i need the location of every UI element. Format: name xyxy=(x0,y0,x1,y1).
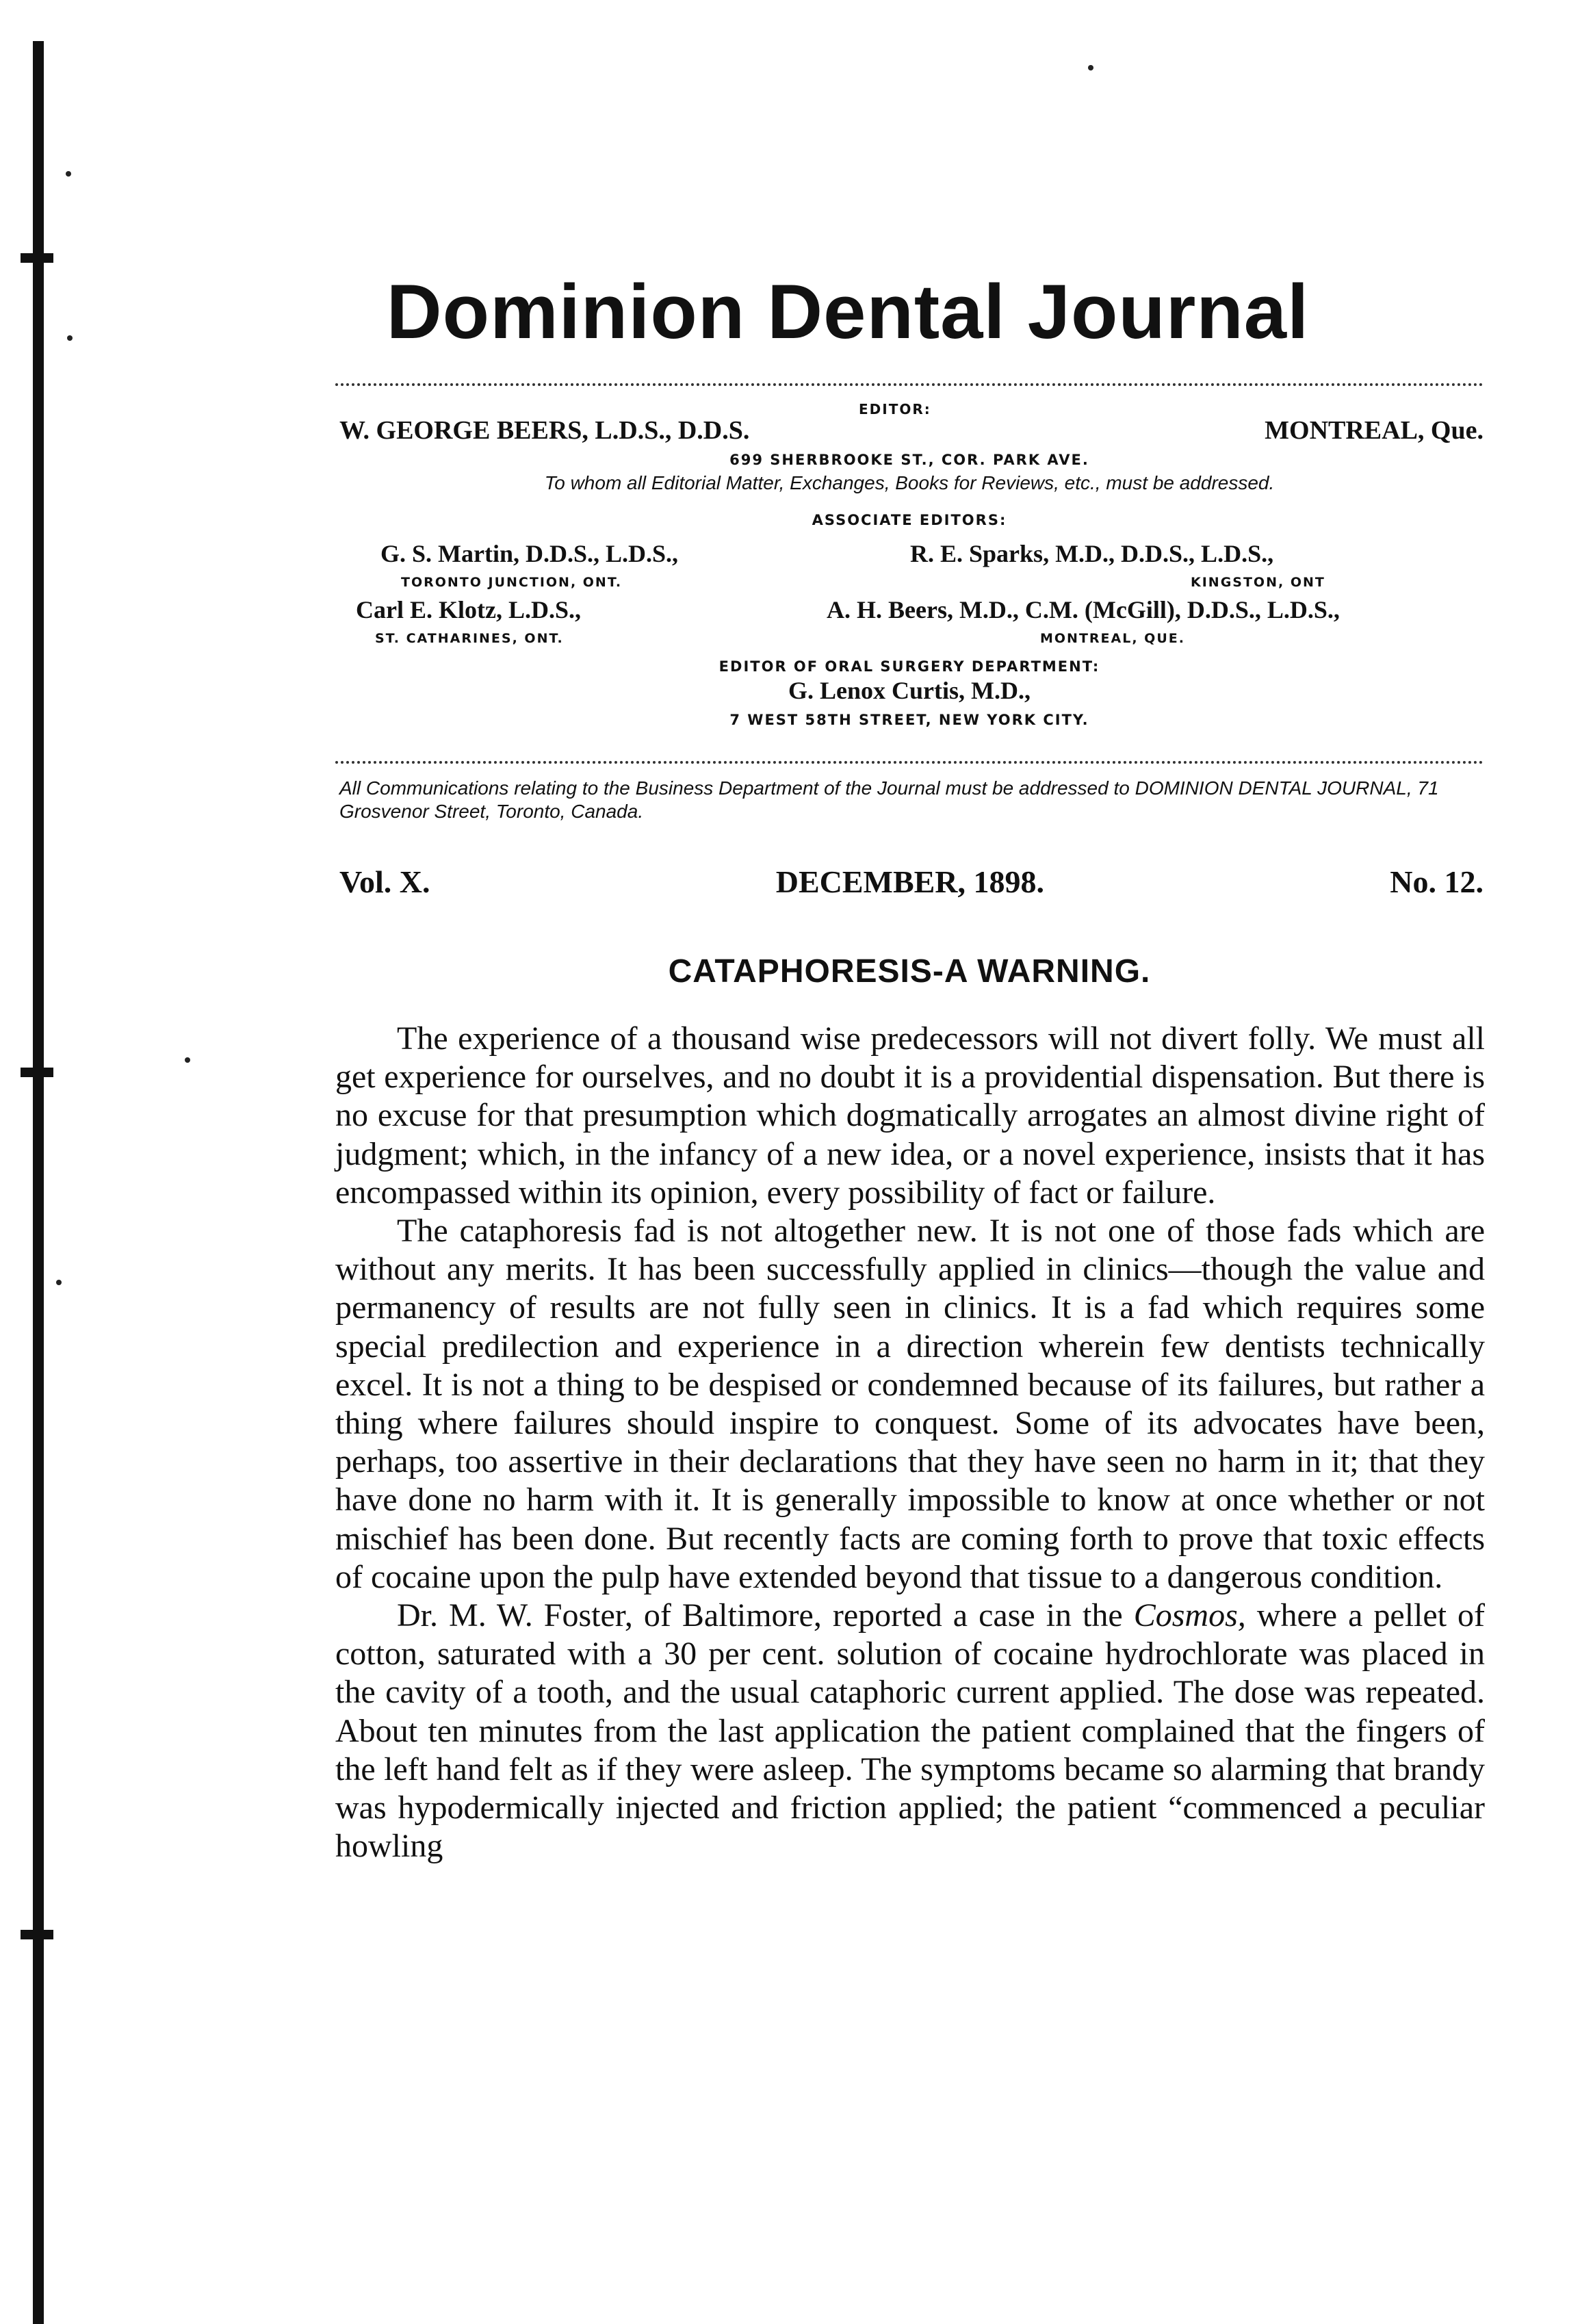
editor-line xyxy=(339,415,1484,446)
article-title: CATAPHORESIS-A WARNING. xyxy=(668,953,1151,990)
editor-name: W. GEORGE BEERS, L.D.S., D.D.S. xyxy=(339,416,750,445)
scan-speck xyxy=(66,171,71,177)
paragraph: The experience of a thousand wise predecessors will not divert folly. We must all get experience for ourselves, and no doubt it is a providential dispensation. But there is no excuse for that presumption which dogmatically arrogates an almost divine right of judgment; which, in the infancy of a new idea, or a novel experience, insists that it has encompassed within its opinion, every possibility of fact or failure. xyxy=(335,1020,1485,1211)
binding-mark xyxy=(21,1930,53,1939)
journal-reference: Cosmos, xyxy=(1133,1597,1246,1634)
oral-surgery-label: EDITOR OF ORAL SURGERY DEPARTMENT: xyxy=(718,658,1100,675)
masthead-rule xyxy=(335,383,1484,386)
binding-mark xyxy=(21,253,53,263)
issue-line xyxy=(339,864,1484,900)
associate-editors-label: ASSOCIATE EDITORS: xyxy=(812,512,1007,528)
masthead-rule xyxy=(335,761,1484,764)
paragraph: The cataphoresis fad is not altogether new. It is not one of those fads which are without any merits. It has been successfully applied in clinics—though the value and permanency of results are not fully seen in clinics. It is a fad which requires some special predilection and experience in a direction wherein few dentists technically excel. It is not a thing to be despised or condemned because of its failures, but rather a thing where failures should inspire to conquest. Some of its advocates have been, perhaps, too assertive in their declarations that they have seen no harm in it; that they have done no harm with it. It is generally impossible to know at once whether or not mischief has been done. But recently facts are coming forth to prove that toxic effects of cocaine upon the pulp have extended beyond that tissue to a dangerous condition. xyxy=(335,1213,1485,1595)
associate-place: TORONTO JUNCTION, ONT. xyxy=(401,575,623,590)
issue-number: No. 12. xyxy=(1390,864,1484,899)
binding-edge-line xyxy=(33,41,44,2324)
volume: Vol. X. xyxy=(339,864,430,899)
editor-city: MONTREAL, Que. xyxy=(1265,416,1484,445)
scan-speck xyxy=(1088,65,1093,70)
binding-mark xyxy=(21,1068,53,1077)
associate-name: Carl E. Klotz, L.D.S., xyxy=(356,596,581,623)
paragraph xyxy=(335,1597,1485,1865)
editorial-note: To whom all Editorial Matter, Exchanges, Books for Reviews, etc., must be addressed. xyxy=(544,472,1275,493)
editor-label: EDITOR: xyxy=(859,401,931,417)
issue-date: DECEMBER, 1898. xyxy=(775,864,1045,899)
paragraph-text: where a pellet of cotton, saturated with a 30 per cent. solution of cocaine hydrochlorate was placed in the cavity of a tooth, and the usual cataphoric current applied. The dose was repeated. About ten minutes from the last application the patient complained that the fingers of the left hand felt as if they were asleep. The symptoms became so alarming that brandy was hypodermically injected and friction applied; the patient “commenced a peculiar howling xyxy=(335,1597,1486,1865)
associate-name: A. H. Beers, M.D., C.M. (McGill), D.D.S., L.D.S., xyxy=(827,596,1340,623)
associate-place: ST. CATHARINES, ONT. xyxy=(375,631,564,646)
associate-name: R. E. Sparks, M.D., D.D.S., L.D.S., xyxy=(910,540,1274,567)
paragraph-text: Dr. M. W. Foster, of Baltimore, reported a case in the xyxy=(397,1597,1123,1634)
associate-place: MONTREAL, QUE. xyxy=(1040,631,1185,646)
associate-name: G. S. Martin, D.D.S., L.D.S., xyxy=(380,540,679,567)
article-body xyxy=(335,1020,1485,1865)
scan-speck xyxy=(185,1057,190,1063)
business-note: All Communications relating to the Business Department of the Journal must be addressed to DOMINION DENTAL JOURNAL, 71 Grosvenor Street, Toronto, Canada. xyxy=(339,777,1439,822)
scan-speck xyxy=(56,1280,62,1285)
journal-title: Dominion Dental Journal xyxy=(386,269,1310,354)
oral-surgery-address: 7 WEST 58TH STREET, NEW YORK CITY. xyxy=(729,712,1089,728)
oral-surgery-editor: G. Lenox Curtis, M.D., xyxy=(788,677,1031,704)
editor-address: 699 SHERBROOKE ST., COR. PARK AVE. xyxy=(729,452,1089,468)
associate-place: KINGSTON, ONT xyxy=(1191,575,1325,590)
